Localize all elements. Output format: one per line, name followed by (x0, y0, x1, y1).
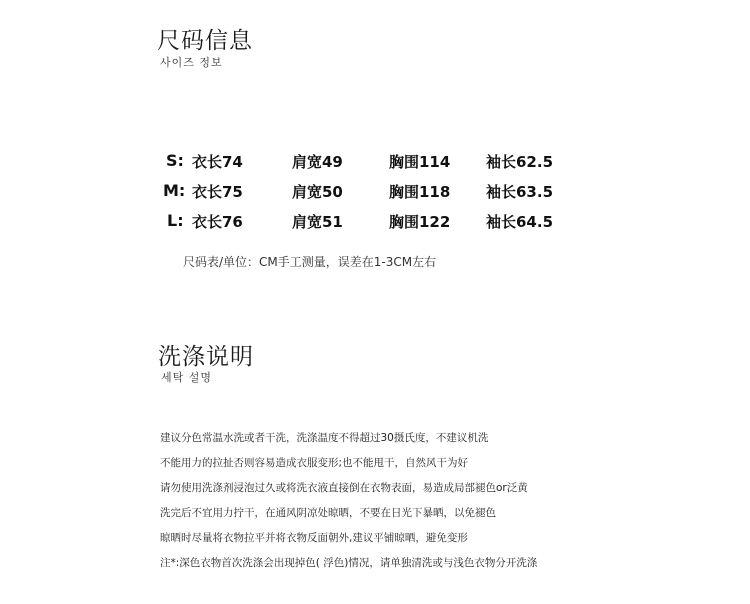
sleeve-value: 袖长62.5 (486, 153, 554, 171)
wash-instructions-title: 洗涤说明 (158, 344, 254, 370)
size-label: S: (166, 151, 184, 170)
size-row-m (160, 181, 580, 205)
length-value: 衣长75 (192, 183, 243, 201)
shoulder-value: 肩宽50 (292, 183, 343, 201)
wash-line: 不能用力的拉扯否则容易造成衣服变形;也不能甩干，自然风干为好 (160, 457, 469, 469)
size-info-title: 尺码信息 (157, 28, 253, 54)
wash-line: 晾晒时尽量将衣物拉平并将衣物反面朝外,建议平铺晾晒，避免变形 (160, 532, 468, 544)
size-label: L: (167, 211, 184, 230)
chest-value: 胸围118 (389, 183, 451, 201)
sleeve-value: 袖长64.5 (486, 213, 554, 231)
chest-value: 胸围122 (389, 213, 451, 231)
size-row-s (160, 151, 580, 175)
size-note: 尺码表/单位：CM手工测量，误差在1-3CM左右 (183, 255, 437, 269)
size-row-l (160, 211, 580, 235)
shoulder-value: 肩宽49 (292, 153, 343, 171)
chest-value: 胸围114 (389, 153, 451, 171)
length-value: 衣长76 (192, 213, 243, 231)
sleeve-value: 袖长63.5 (486, 183, 554, 201)
wash-line: 请勿使用洗涤剂浸泡过久或将洗衣液直接倒在衣物表面，易造成局部褪色or泛黄 (160, 482, 528, 494)
size-label: M: (163, 181, 186, 200)
wash-instructions-subtitle: 세탁 설명 (161, 371, 213, 384)
wash-line: 洗完后不宜用力拧干，在通风阴凉处晾晒，不要在日光下暴晒，以免褪色 (160, 507, 496, 519)
length-value: 衣长74 (192, 153, 243, 171)
wash-line: 建议分色常温水洗或者干洗，洗涤温度不得超过30摄氏度，不建议机洗 (160, 432, 489, 444)
shoulder-value: 肩宽51 (292, 213, 343, 231)
wash-line: 注*:深色衣物首次洗涤会出现掉色( 浮色)情况，请单独清洗或与浅色衣物分开洗涤 (160, 557, 538, 569)
size-info-subtitle: 사이즈 정보 (160, 56, 223, 69)
